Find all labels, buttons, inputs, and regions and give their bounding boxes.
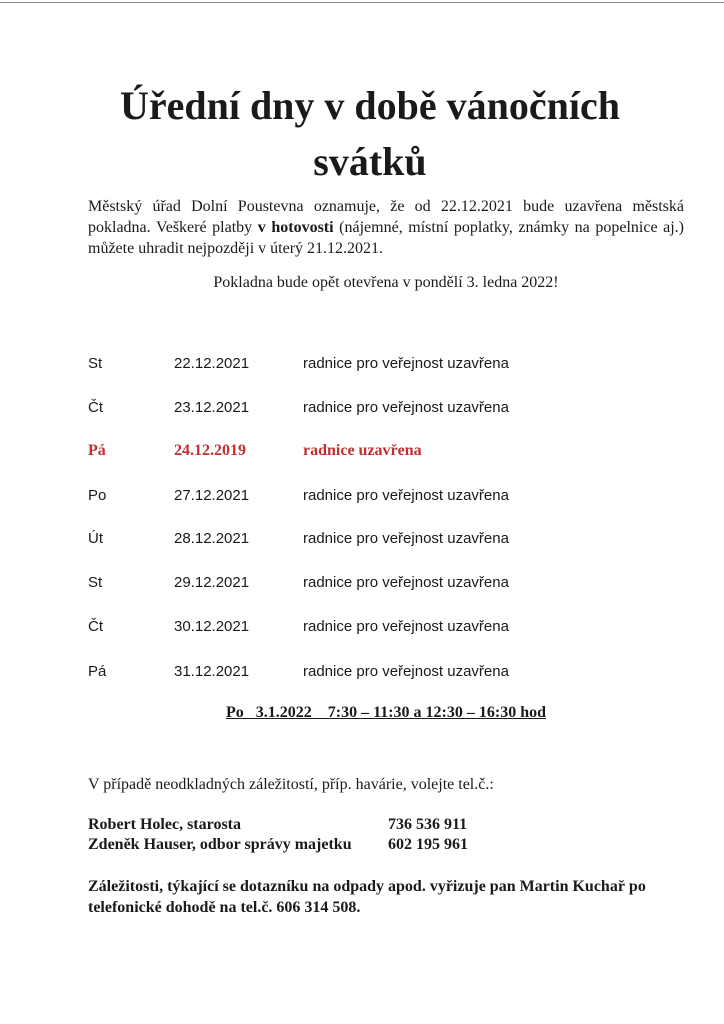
contact-row — [88, 816, 648, 838]
reopen-note: Pokladna bude opět otevřena v pondělí 3. ledna 2022! — [213, 274, 559, 291]
schedule-date: 22.12.2021 — [174, 355, 250, 372]
schedule-note: radnice pro veřejnost uzavřena — [303, 487, 509, 504]
special-day-hours — [88, 704, 684, 722]
contact-name: Robert Holec, starosta — [88, 816, 241, 833]
schedule-row — [88, 618, 688, 640]
emergency-note: V případě neodkladných záležitostí, příp. havárie, volejte tel.č.: — [88, 776, 494, 793]
schedule-day: St — [88, 355, 103, 372]
schedule-note: radnice pro veřejnost uzavřena — [303, 399, 509, 416]
schedule-date: 28.12.2021 — [174, 530, 250, 547]
contact-phone: 602 195 961 — [388, 836, 468, 853]
intro-text-start: Městský úřad Dolní Poustevna oznamuje, že od 22.12.2021 bude uzavřena městská pokladna. Veškeré platby — [88, 198, 684, 236]
page-top-border — [0, 2, 724, 3]
intro-paragraph — [88, 196, 684, 259]
schedule-row — [88, 663, 688, 685]
schedule-date: 23.12.2021 — [174, 399, 250, 416]
schedule-date: 30.12.2021 — [174, 618, 250, 635]
schedule-day: Po — [88, 487, 107, 504]
survey-note: Záležitosti, týkající se dotazníku na odpady apod. vyřizuje pan Martin Kuchař po telefonické dohodě na tel.č. 606 314 508. — [88, 878, 646, 916]
schedule-day: Pá — [88, 663, 107, 680]
schedule-row — [88, 399, 688, 421]
schedule-date: 31.12.2021 — [174, 663, 250, 680]
special-day-text: Po 3.1.2022 7:30 – 11:30 a 12:30 – 16:30 hod — [226, 704, 546, 721]
schedule-day: Čt — [88, 399, 103, 416]
schedule-row — [88, 355, 688, 377]
schedule-date: 29.12.2021 — [174, 574, 250, 591]
contact-phone: 736 536 911 — [388, 816, 468, 833]
schedule-row — [88, 530, 688, 552]
schedule-note: radnice pro veřejnost uzavřena — [303, 355, 509, 372]
intro-text-end: (nájemné, místní poplatky, známky na popelnice aj.) můžete uhradit nejpozději v úterý 21.12.2021. — [88, 219, 685, 257]
schedule-date: 24.12.2019 — [174, 442, 246, 459]
schedule-day: Út — [88, 530, 103, 547]
schedule-note: radnice pro veřejnost uzavřena — [303, 574, 509, 591]
schedule-note: radnice uzavřena — [303, 442, 422, 459]
schedule-row — [88, 487, 688, 509]
schedule-day: St — [88, 574, 103, 591]
schedule-date: 27.12.2021 — [174, 487, 250, 504]
contact-row — [88, 836, 648, 858]
schedule-row-highlighted — [88, 442, 688, 464]
schedule-day: Pá — [88, 442, 106, 459]
schedule-row — [88, 574, 688, 596]
schedule-note: radnice pro veřejnost uzavřena — [303, 663, 509, 680]
contact-name: Zdeněk Hauser, odbor správy majetku — [88, 836, 352, 853]
page-title: Úřední dny v době vánočních svátků — [119, 83, 621, 184]
schedule-note: radnice pro veřejnost uzavřena — [303, 618, 509, 635]
schedule-note: radnice pro veřejnost uzavřena — [303, 530, 509, 547]
schedule-day: Čt — [88, 618, 103, 635]
intro-bold-cash: v hotovosti — [257, 219, 334, 236]
